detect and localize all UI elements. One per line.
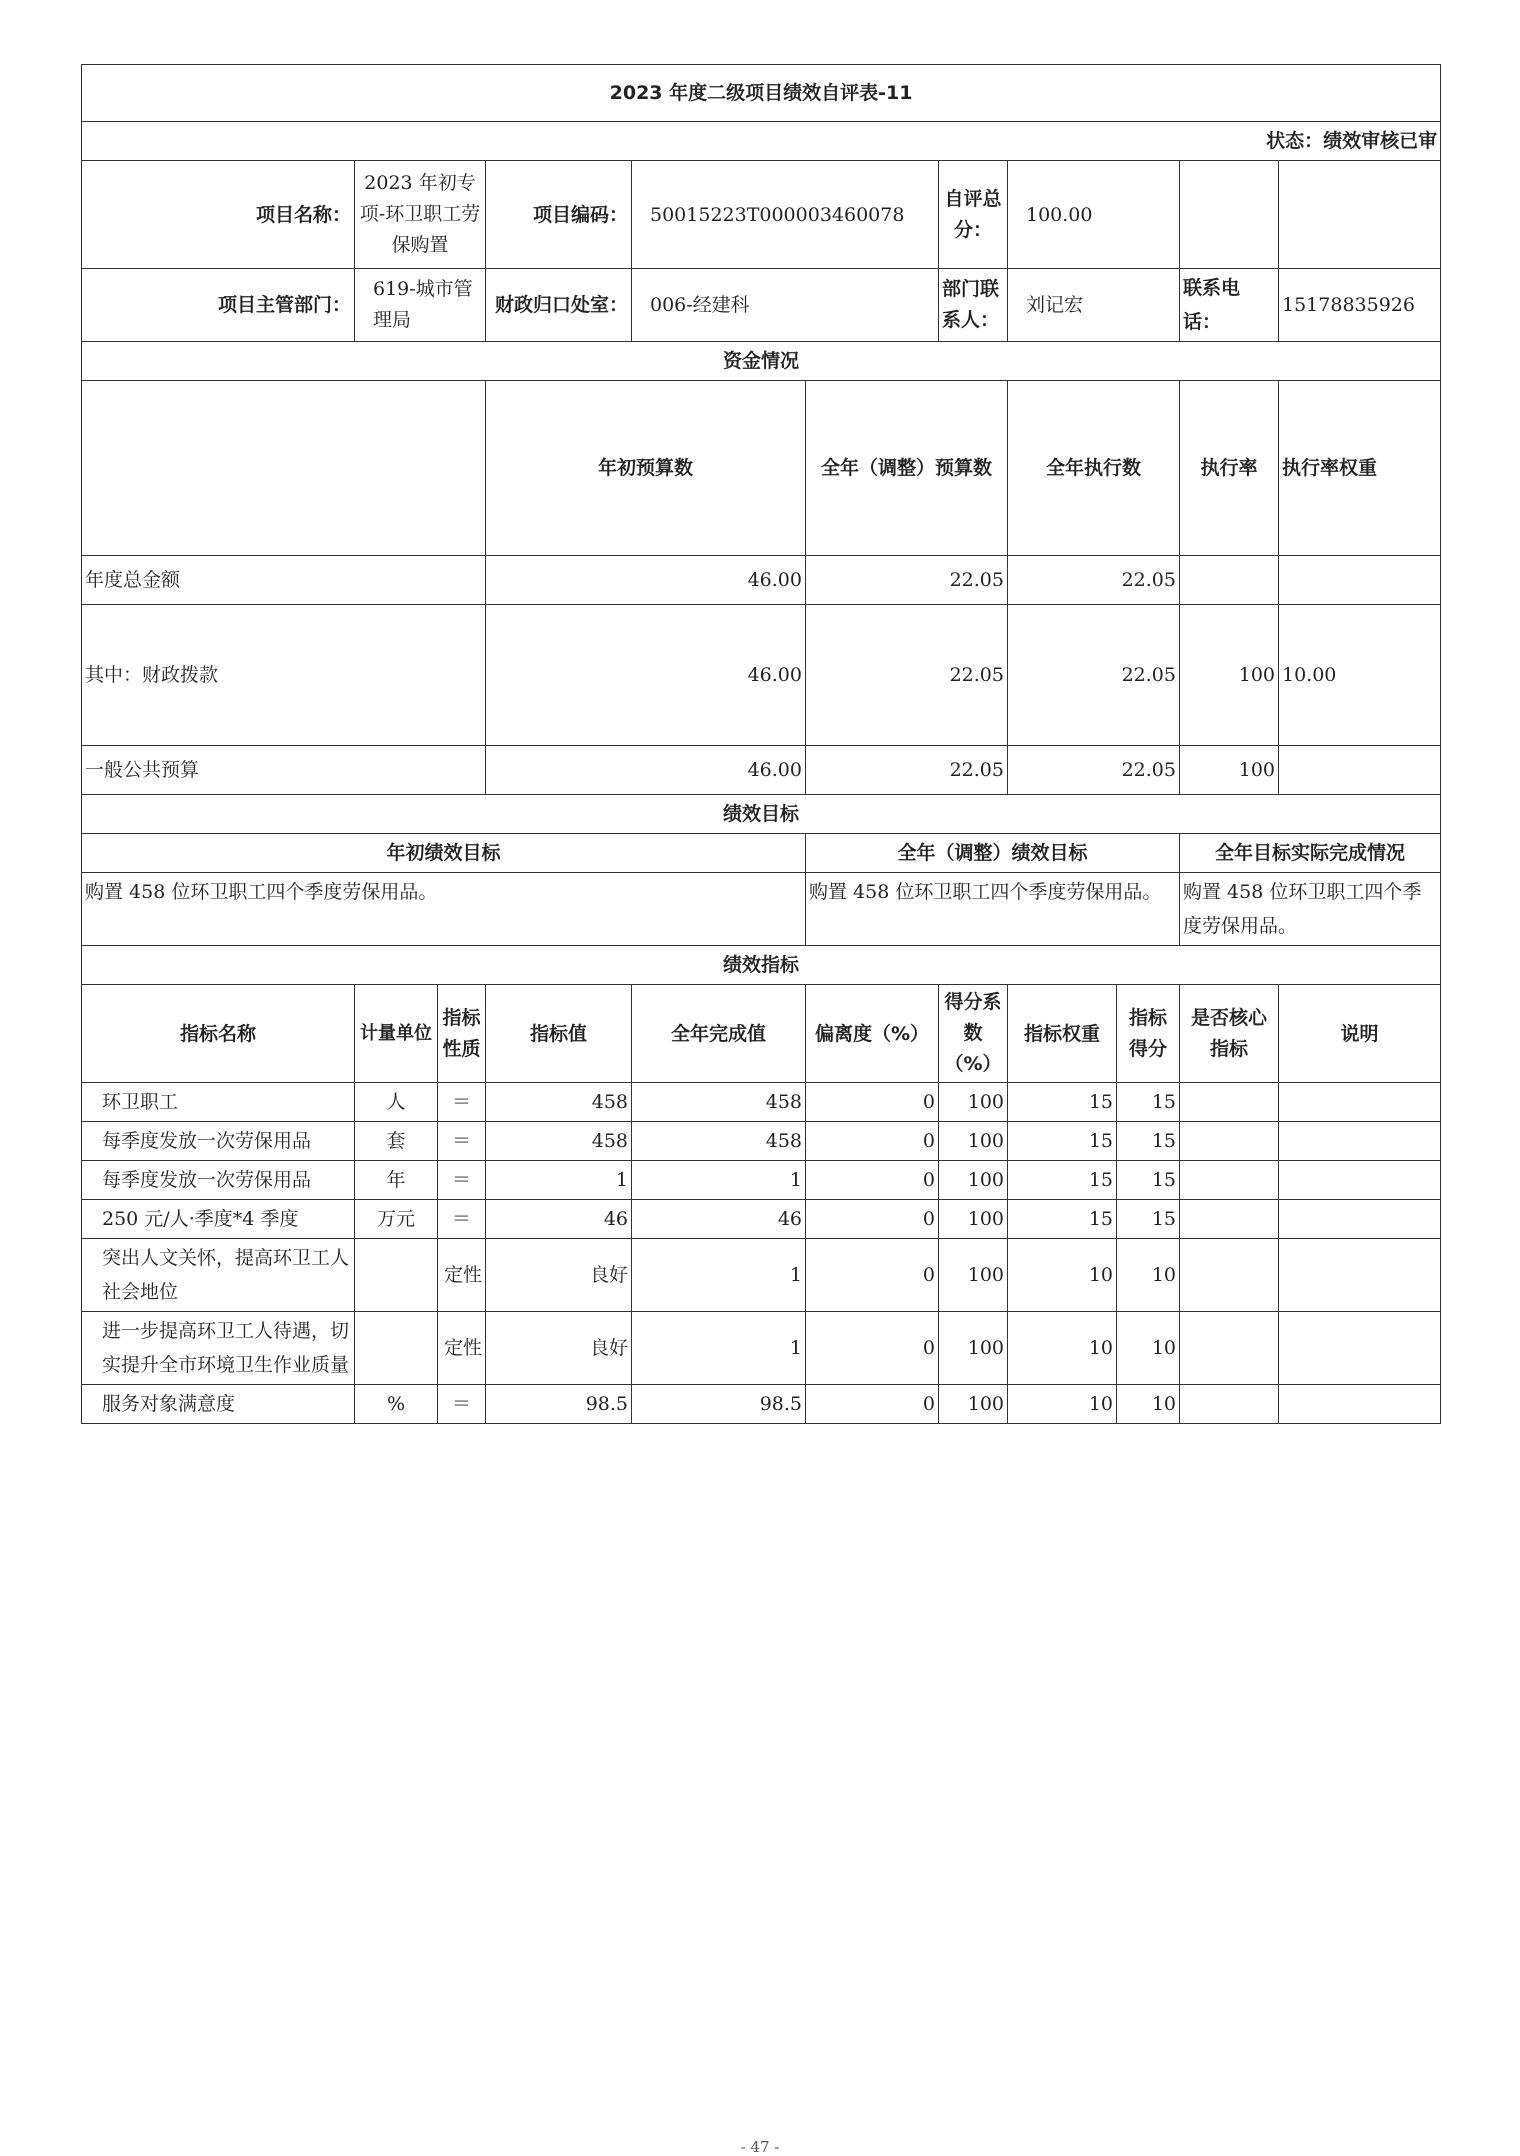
ind-nature: ＝ bbox=[438, 1161, 486, 1200]
indicator-row bbox=[82, 1385, 1441, 1424]
project-code-label: 项目编码： bbox=[486, 161, 632, 269]
ind-score: 10 bbox=[1117, 1385, 1180, 1424]
ind-unit bbox=[355, 1312, 438, 1385]
page-number: - 47 - bbox=[740, 2138, 780, 2156]
ind-core bbox=[1180, 1122, 1279, 1161]
ind-target: 46 bbox=[486, 1200, 632, 1239]
ind-score: 10 bbox=[1117, 1239, 1180, 1312]
ind-header-actual: 全年完成值 bbox=[632, 985, 806, 1083]
ind-note bbox=[1279, 1385, 1441, 1424]
ind-weight: 10 bbox=[1008, 1385, 1117, 1424]
ind-core bbox=[1180, 1239, 1279, 1312]
ind-nature: ＝ bbox=[438, 1083, 486, 1122]
ind-target: 1 bbox=[486, 1161, 632, 1200]
ind-deviation: 0 bbox=[806, 1239, 939, 1312]
dept-label: 项目主管部门： bbox=[82, 269, 355, 342]
ind-core bbox=[1180, 1385, 1279, 1424]
ind-score: 15 bbox=[1117, 1122, 1180, 1161]
ind-deviation: 0 bbox=[806, 1161, 939, 1200]
contact-value: 刘记宏 bbox=[1008, 269, 1180, 342]
ind-coef: 100 bbox=[939, 1161, 1008, 1200]
funds-row-executed: 22.05 bbox=[1008, 556, 1180, 605]
ind-nature: ＝ bbox=[438, 1385, 486, 1424]
empty-cell bbox=[1279, 161, 1441, 269]
ind-score: 15 bbox=[1117, 1083, 1180, 1122]
ind-target: 98.5 bbox=[486, 1385, 632, 1424]
page-title: 2023 年度二级项目绩效自评表-11 bbox=[82, 65, 1441, 122]
ind-actual: 98.5 bbox=[632, 1385, 806, 1424]
ind-weight: 10 bbox=[1008, 1312, 1117, 1385]
ind-coef: 100 bbox=[939, 1083, 1008, 1122]
ind-weight: 15 bbox=[1008, 1161, 1117, 1200]
ind-deviation: 0 bbox=[806, 1083, 939, 1122]
empty-cell bbox=[82, 381, 486, 556]
funds-header-weight: 执行率权重 bbox=[1279, 381, 1441, 556]
ind-target: 良好 bbox=[486, 1239, 632, 1312]
ind-core bbox=[1180, 1161, 1279, 1200]
ind-actual: 1 bbox=[632, 1161, 806, 1200]
project-name: 2023 年初专项-环卫职工劳保购置 bbox=[355, 161, 486, 269]
funds-header-executed: 全年执行数 bbox=[1008, 381, 1180, 556]
phone-value: 15178835926 bbox=[1279, 269, 1441, 342]
ind-header-note: 说明 bbox=[1279, 985, 1441, 1083]
indicator-row bbox=[82, 1239, 1441, 1312]
goals-header-actual: 全年目标实际完成情况 bbox=[1180, 834, 1441, 873]
funds-row-weight bbox=[1279, 556, 1441, 605]
project-name-label: 项目名称： bbox=[82, 161, 355, 269]
ind-note bbox=[1279, 1122, 1441, 1161]
funds-row-rate: 100 bbox=[1180, 746, 1279, 795]
ind-weight: 15 bbox=[1008, 1122, 1117, 1161]
phone-label: 联系电话： bbox=[1180, 269, 1279, 342]
ind-coef: 100 bbox=[939, 1312, 1008, 1385]
dept-value: 619-城市管理局 bbox=[355, 269, 486, 342]
indicator-row bbox=[82, 1200, 1441, 1239]
ind-deviation: 0 bbox=[806, 1200, 939, 1239]
ind-header-coef: 得分系数（%） bbox=[939, 985, 1008, 1083]
ind-weight: 15 bbox=[1008, 1083, 1117, 1122]
ind-header-deviation: 偏离度（%） bbox=[806, 985, 939, 1083]
funds-row bbox=[82, 746, 1441, 795]
ind-weight: 10 bbox=[1008, 1239, 1117, 1312]
funds-row bbox=[82, 556, 1441, 605]
ind-unit: % bbox=[355, 1385, 438, 1424]
ind-header-target: 指标值 bbox=[486, 985, 632, 1083]
ind-weight: 15 bbox=[1008, 1200, 1117, 1239]
goals-section-title: 绩效目标 bbox=[82, 795, 1441, 834]
ind-deviation: 0 bbox=[806, 1122, 939, 1161]
ind-actual: 46 bbox=[632, 1200, 806, 1239]
ind-score: 15 bbox=[1117, 1200, 1180, 1239]
ind-nature: ＝ bbox=[438, 1200, 486, 1239]
indicators-section-title: 绩效指标 bbox=[82, 946, 1441, 985]
ind-name: 每季度发放一次劳保用品 bbox=[82, 1161, 355, 1200]
finance-label: 财政归口处室： bbox=[486, 269, 632, 342]
ind-coef: 100 bbox=[939, 1122, 1008, 1161]
ind-unit: 人 bbox=[355, 1083, 438, 1122]
performance-table bbox=[81, 64, 1441, 1424]
ind-name: 250 元/人·季度*4 季度 bbox=[82, 1200, 355, 1239]
funds-header-rate: 执行率 bbox=[1180, 381, 1279, 556]
ind-actual: 458 bbox=[632, 1083, 806, 1122]
ind-name: 进一步提高环卫工人待遇，切实提升全市环境卫生作业质量 bbox=[82, 1312, 355, 1385]
funds-row-name: 一般公共预算 bbox=[82, 746, 486, 795]
funds-row-executed: 22.05 bbox=[1008, 605, 1180, 746]
ind-header-core: 是否核心指标 bbox=[1180, 985, 1279, 1083]
contact-label: 部门联系人： bbox=[939, 269, 1008, 342]
funds-row-adjusted: 22.05 bbox=[806, 746, 1008, 795]
funds-row-adjusted: 22.05 bbox=[806, 605, 1008, 746]
funds-row-rate: 100 bbox=[1180, 605, 1279, 746]
goals-header-adjusted: 全年（调整）绩效目标 bbox=[806, 834, 1180, 873]
ind-nature: ＝ bbox=[438, 1122, 486, 1161]
funds-row-weight bbox=[1279, 746, 1441, 795]
indicator-row bbox=[82, 1083, 1441, 1122]
status-text: 状态：绩效审核已审 bbox=[82, 122, 1441, 161]
funds-header-adjusted: 全年（调整）预算数 bbox=[806, 381, 1008, 556]
ind-note bbox=[1279, 1083, 1441, 1122]
ind-actual: 1 bbox=[632, 1239, 806, 1312]
ind-target: 458 bbox=[486, 1122, 632, 1161]
funds-row-executed: 22.05 bbox=[1008, 746, 1180, 795]
empty-cell bbox=[1180, 161, 1279, 269]
ind-core bbox=[1180, 1312, 1279, 1385]
finance-value: 006-经建科 bbox=[632, 269, 939, 342]
ind-header-name: 指标名称 bbox=[82, 985, 355, 1083]
funds-row-initial: 46.00 bbox=[486, 605, 806, 746]
indicator-row bbox=[82, 1161, 1441, 1200]
indicator-row bbox=[82, 1122, 1441, 1161]
ind-core bbox=[1180, 1200, 1279, 1239]
ind-header-unit: 计量单位 bbox=[355, 985, 438, 1083]
ind-deviation: 0 bbox=[806, 1312, 939, 1385]
ind-target: 458 bbox=[486, 1083, 632, 1122]
ind-note bbox=[1279, 1312, 1441, 1385]
ind-coef: 100 bbox=[939, 1200, 1008, 1239]
ind-unit bbox=[355, 1239, 438, 1312]
goal-initial: 购置 458 位环卫职工四个季度劳保用品。 bbox=[82, 873, 806, 946]
ind-target: 良好 bbox=[486, 1312, 632, 1385]
project-code: 50015223T000003460078 bbox=[632, 161, 939, 269]
score-label: 自评总分： bbox=[939, 161, 1008, 269]
funds-row-initial: 46.00 bbox=[486, 556, 806, 605]
ind-score: 15 bbox=[1117, 1161, 1180, 1200]
ind-deviation: 0 bbox=[806, 1385, 939, 1424]
ind-core bbox=[1180, 1083, 1279, 1122]
ind-name: 突出人文关怀，提高环卫工人社会地位 bbox=[82, 1239, 355, 1312]
ind-actual: 1 bbox=[632, 1312, 806, 1385]
ind-coef: 100 bbox=[939, 1239, 1008, 1312]
goal-adjusted: 购置 458 位环卫职工四个季度劳保用品。 bbox=[806, 873, 1180, 946]
ind-header-score: 指标得分 bbox=[1117, 985, 1180, 1083]
ind-actual: 458 bbox=[632, 1122, 806, 1161]
funds-header-initial: 年初预算数 bbox=[486, 381, 806, 556]
ind-unit: 年 bbox=[355, 1161, 438, 1200]
funds-row-name: 其中：财政拨款 bbox=[82, 605, 486, 746]
ind-unit: 套 bbox=[355, 1122, 438, 1161]
ind-name: 每季度发放一次劳保用品 bbox=[82, 1122, 355, 1161]
ind-header-nature: 指标性质 bbox=[438, 985, 486, 1083]
ind-unit: 万元 bbox=[355, 1200, 438, 1239]
ind-coef: 100 bbox=[939, 1385, 1008, 1424]
indicator-row bbox=[82, 1312, 1441, 1385]
ind-nature: 定性 bbox=[438, 1239, 486, 1312]
goal-actual: 购置 458 位环卫职工四个季度劳保用品。 bbox=[1180, 873, 1441, 946]
funds-row-weight: 10.00 bbox=[1279, 605, 1441, 746]
ind-note bbox=[1279, 1161, 1441, 1200]
funds-row-name: 年度总金额 bbox=[82, 556, 486, 605]
funds-row-adjusted: 22.05 bbox=[806, 556, 1008, 605]
funds-row-rate bbox=[1180, 556, 1279, 605]
ind-note bbox=[1279, 1239, 1441, 1312]
ind-name: 服务对象满意度 bbox=[82, 1385, 355, 1424]
ind-nature: 定性 bbox=[438, 1312, 486, 1385]
ind-header-weight: 指标权重 bbox=[1008, 985, 1117, 1083]
ind-score: 10 bbox=[1117, 1312, 1180, 1385]
funds-row-initial: 46.00 bbox=[486, 746, 806, 795]
ind-name: 环卫职工 bbox=[82, 1083, 355, 1122]
goals-header-initial: 年初绩效目标 bbox=[82, 834, 806, 873]
self-score: 100.00 bbox=[1008, 161, 1180, 269]
funds-section-title: 资金情况 bbox=[82, 342, 1441, 381]
funds-row bbox=[82, 605, 1441, 746]
ind-note bbox=[1279, 1200, 1441, 1239]
